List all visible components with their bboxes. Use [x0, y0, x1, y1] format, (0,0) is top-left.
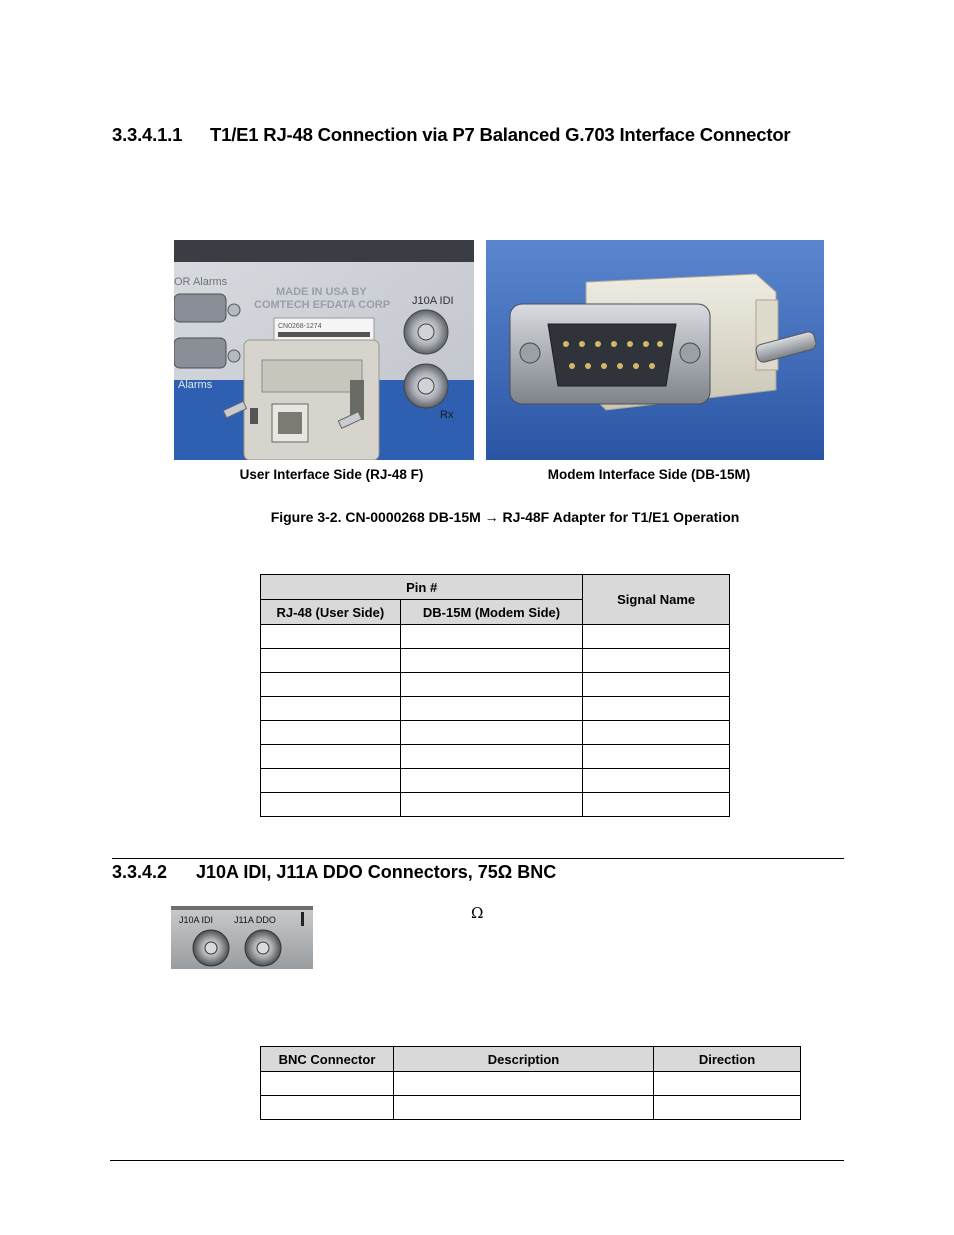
table-cell	[583, 745, 730, 769]
table-row	[261, 769, 730, 793]
adapter-modem-side-photo	[486, 240, 824, 460]
db15-column-header: DB-15M (Modem Side)	[400, 600, 583, 625]
table-cell	[261, 745, 401, 769]
panel-label-sticker: CN0268-1274	[278, 323, 322, 330]
table-cell	[583, 721, 730, 745]
panel-label-made-in: MADE IN USA BY	[276, 286, 367, 298]
section-heading	[112, 124, 790, 146]
pin-table	[260, 574, 730, 817]
section-number: 3.3.4.1.1	[112, 124, 183, 145]
pin-group-header: Pin #	[261, 575, 583, 600]
adapter-user-side-photo	[174, 240, 474, 460]
table-row	[261, 697, 730, 721]
table-cell	[583, 649, 730, 673]
panel-label-alarms-top: OR Alarms	[174, 276, 228, 288]
bnc-label-left: J10A IDI	[179, 915, 214, 925]
table-cell	[261, 1072, 394, 1096]
caption-modem-side: Modem Interface Side (DB-15M)	[547, 467, 751, 482]
panel-label-connector: J10A IDI	[412, 295, 454, 307]
table-cell	[261, 697, 401, 721]
table-cell	[654, 1096, 801, 1120]
table-cell	[583, 793, 730, 817]
table-row	[261, 625, 730, 649]
signal-name-header: Signal Name	[583, 575, 730, 625]
bnc-connectors-photo	[171, 906, 313, 969]
table-row	[261, 649, 730, 673]
table-row	[261, 1072, 801, 1096]
table-cell	[400, 745, 583, 769]
table-cell	[261, 769, 401, 793]
description-header: Description	[394, 1047, 654, 1072]
table-row	[261, 1096, 801, 1120]
panel-label-company: COMTECH EFDATA CORP	[254, 299, 391, 311]
table-cell	[654, 1072, 801, 1096]
table-cell	[583, 697, 730, 721]
panel-label-alarms-bottom: Alarms	[178, 379, 213, 391]
table-cell	[583, 673, 730, 697]
bnc-label-right: J11A DDO	[234, 915, 276, 925]
table-cell	[400, 769, 583, 793]
table-cell	[400, 793, 583, 817]
direction-header: Direction	[654, 1047, 801, 1072]
panel-label-rx: Rx	[440, 409, 454, 421]
table-cell	[400, 673, 583, 697]
footer-divider	[110, 1160, 844, 1161]
table-row	[261, 721, 730, 745]
table-cell	[400, 625, 583, 649]
subsection-number: 3.3.4.2	[112, 862, 168, 882]
table-cell	[261, 1096, 394, 1120]
table-cell	[261, 673, 401, 697]
rj48-column-header: RJ-48 (User Side)	[261, 600, 401, 625]
table-row	[261, 745, 730, 769]
section-divider	[112, 858, 844, 859]
bnc-connector-header: BNC Connector	[261, 1047, 394, 1072]
table-cell	[400, 649, 583, 673]
table-cell	[400, 697, 583, 721]
table-cell	[394, 1072, 654, 1096]
table-cell	[400, 721, 583, 745]
table-cell	[261, 625, 401, 649]
bnc-table	[260, 1046, 801, 1120]
section-title: T1/E1 RJ-48 Connection via P7 Balanced G.703 Interface Connector	[210, 124, 791, 145]
subsection-heading	[112, 862, 556, 883]
table-row	[261, 673, 730, 697]
figure-caption: Figure 3-2. CN-0000268 DB-15M → RJ-48F Adapter for T1/E1 Operation	[270, 509, 740, 525]
table-cell	[583, 625, 730, 649]
table-row	[261, 793, 730, 817]
table-cell	[261, 793, 401, 817]
caption-user-side: User Interface Side (RJ-48 F)	[239, 467, 424, 482]
table-cell	[583, 769, 730, 793]
table-cell	[261, 649, 401, 673]
table-cell	[394, 1096, 654, 1120]
table-cell	[261, 721, 401, 745]
subsection-title: J10A IDI, J11A DDO Connectors, 75Ω BNC	[196, 862, 557, 882]
omega-symbol: Ω	[471, 904, 484, 922]
